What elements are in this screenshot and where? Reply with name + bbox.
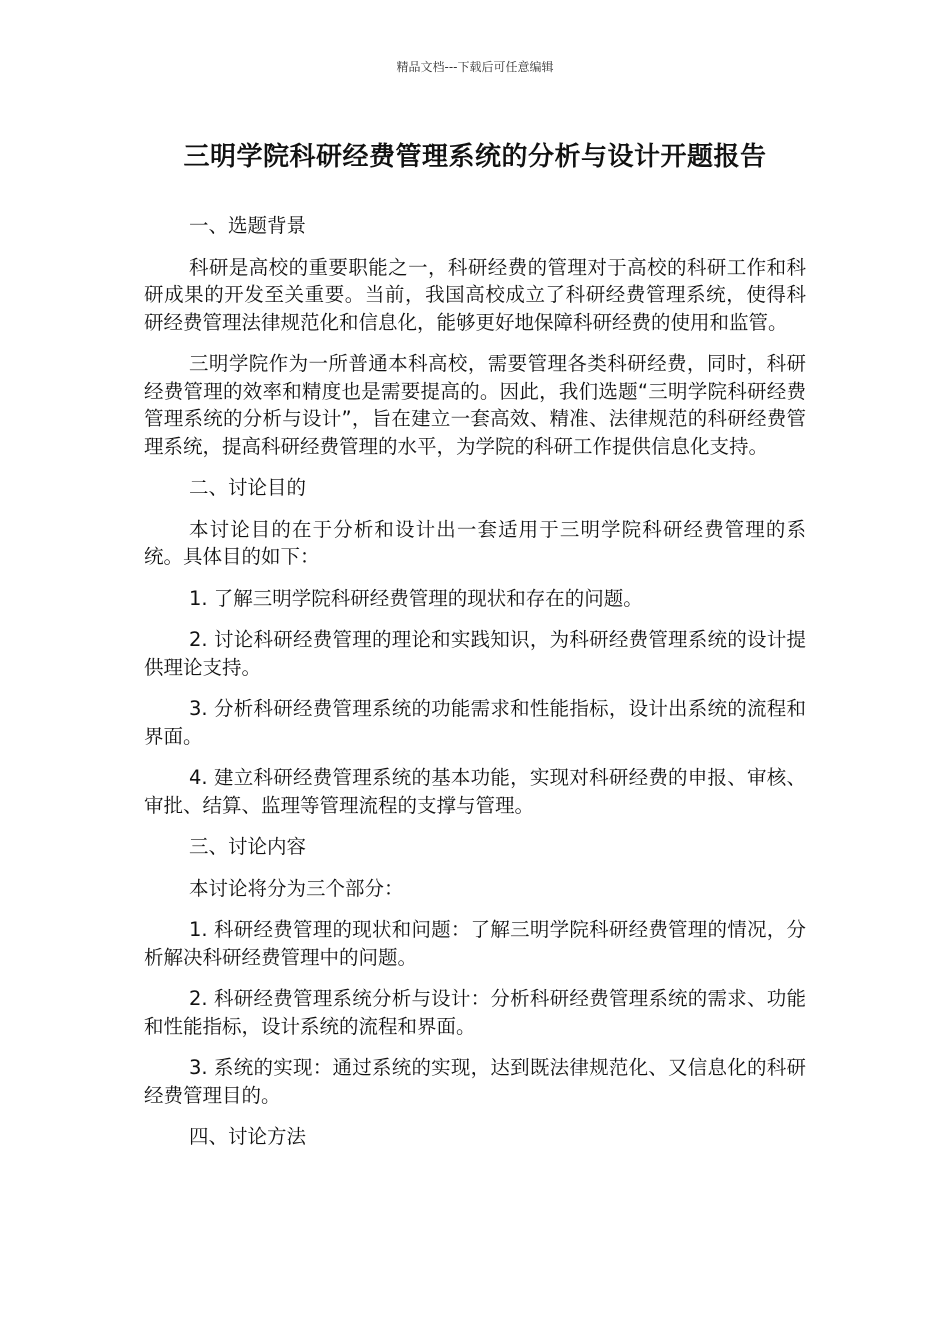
document-title: 三明学院科研经费管理系统的分析与设计开题报告 bbox=[183, 142, 767, 172]
list-item-purpose-4: 4. 建立科研经费管理系统的基本功能，实现对科研经费的申报、审核、审批、结算、监理等管理流程的支撑与管理。 bbox=[144, 766, 806, 817]
paragraph-background-2: 三明学院作为一所普通本科高校，需要管理各类科研经费，同时，科研经费管理的效率和精度也是需要提高的。因此，我们选题“三明学院科研经费管理系统的分析与设计”，旨在建立一套高效、精准、法律规范的科研经费管理系统，提高科研经费管理的水平，为学院的科研工作提供信息化支持。 bbox=[144, 352, 806, 458]
paragraph-content-intro: 本讨论将分为三个部分： bbox=[189, 876, 404, 900]
list-item-content-1: 1. 科研经费管理的现状和问题：了解三明学院科研经费管理的情况，分析解决科研经费管理中的问题。 bbox=[144, 918, 806, 969]
header-note: 精品文档---下载后可任意编辑 bbox=[396, 60, 554, 74]
list-item-purpose-1: 1. 了解三明学院科研经费管理的现状和存在的问题。 bbox=[189, 586, 643, 610]
list-item-content-2: 2. 科研经费管理系统分析与设计：分析科研经费管理系统的需求、功能和性能指标，设计系统的流程和界面。 bbox=[144, 987, 806, 1038]
list-item-content-3: 3. 系统的实现：通过系统的实现，达到既法律规范化、又信息化的科研经费管理目的。 bbox=[144, 1056, 806, 1107]
document-body bbox=[144, 212, 806, 1165]
list-item-purpose-2: 2. 讨论科研经费管理的理论和实践知识，为科研经费管理系统的设计提供理论支持。 bbox=[144, 628, 806, 679]
paragraph-purpose-intro: 本讨论目的在于分析和设计出一套适用于三明学院科研经费管理的系统。具体目的如下： bbox=[144, 517, 806, 568]
list-item-purpose-3: 3. 分析科研经费管理系统的功能需求和性能指标，设计出系统的流程和界面。 bbox=[144, 697, 806, 748]
section-heading-purpose: 二、讨论目的 bbox=[189, 476, 307, 499]
section-heading-content: 三、讨论内容 bbox=[189, 835, 307, 858]
section-heading-background: 一、选题背景 bbox=[189, 214, 307, 237]
paragraph-background-1: 科研是高校的重要职能之一，科研经费的管理对于高校的科研工作和科研成果的开发至关重要。当前，我国高校成立了科研经费管理系统，使得科研经费管理法律规范化和信息化，能够更好地保障科研经费的使用和监管。 bbox=[144, 255, 806, 334]
section-heading-method: 四、讨论方法 bbox=[189, 1125, 307, 1148]
